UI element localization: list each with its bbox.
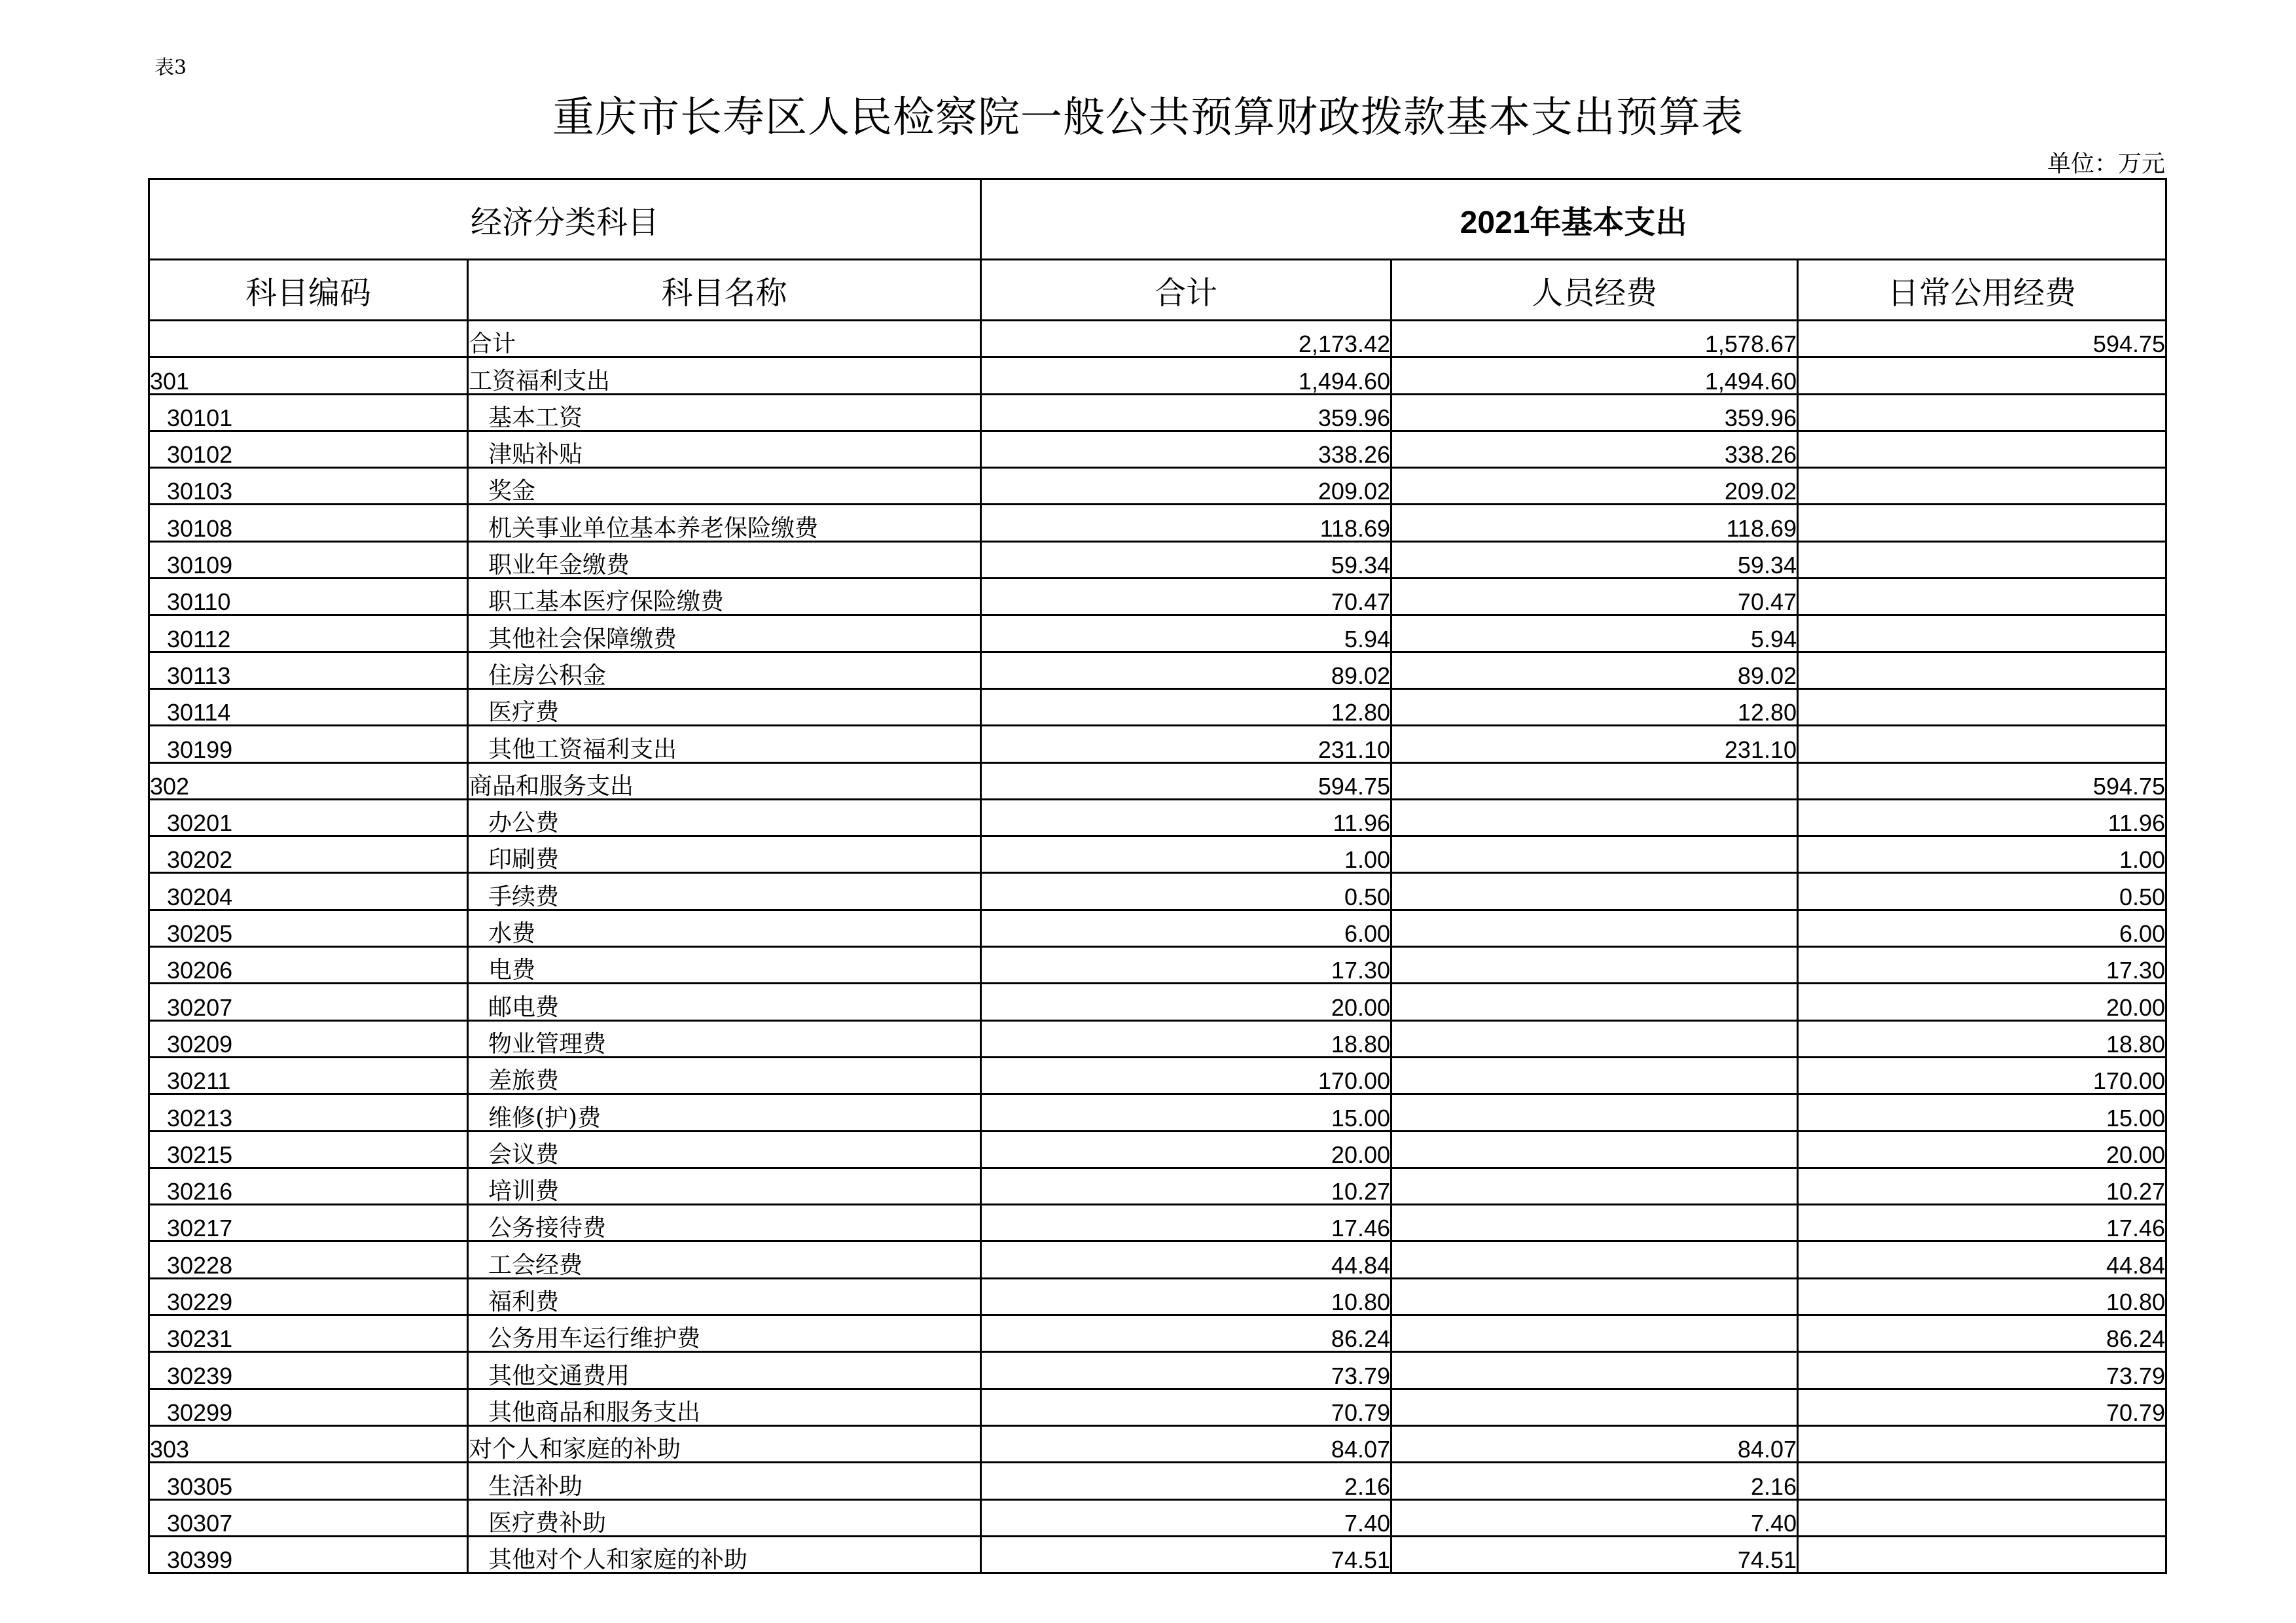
cell-name: 合计 [468,321,981,357]
cell-total: 20.00 [981,1131,1391,1168]
table-row [149,1463,2166,1499]
cell-total: 15.00 [981,1094,1391,1131]
table-row [149,762,2166,799]
table-row [149,799,2166,836]
table-body [149,321,2166,1573]
cell-public: 594.75 [1798,321,2166,357]
cell-code: 30215 [149,1131,468,1168]
cell-code: 302 [149,762,468,799]
cell-code: 30101 [149,394,468,431]
cell-personnel: 1,494.60 [1391,357,1798,394]
cell-name: 手续费 [468,873,981,910]
cell-name: 其他交通费用 [468,1352,981,1389]
cell-name: 培训费 [468,1168,981,1204]
cell-public: 44.84 [1798,1241,2166,1278]
cell-name: 基本工资 [468,394,981,431]
table-row [149,1094,2166,1131]
cell-name: 医疗费补助 [468,1499,981,1536]
cell-code: 30305 [149,1463,468,1499]
table-row [149,431,2166,467]
cell-total: 89.02 [981,652,1391,688]
cell-name: 机关事业单位基本养老保险缴费 [468,505,981,541]
cell-personnel [1391,910,1798,946]
cell-public: 20.00 [1798,1131,2166,1168]
cell-personnel [1391,1205,1798,1241]
cell-public [1798,1425,2166,1462]
cell-total: 74.51 [981,1536,1391,1573]
cell-name: 职业年金缴费 [468,541,981,578]
cell-name: 差旅费 [468,1057,981,1094]
table-row [149,541,2166,578]
cell-personnel [1391,799,1798,836]
cell-total: 5.94 [981,615,1391,652]
cell-code: 30207 [149,984,468,1020]
table-row [149,579,2166,615]
cell-code: 30399 [149,1536,468,1573]
table-row [149,357,2166,394]
cell-name: 奖金 [468,468,981,505]
table-row [149,1536,2166,1573]
cell-total: 1,494.60 [981,357,1391,394]
cell-total: 2.16 [981,1463,1391,1499]
table-row [149,1425,2166,1462]
table-row [149,873,2166,910]
cell-code: 30114 [149,688,468,725]
cell-total: 231.10 [981,726,1391,762]
cell-code: 303 [149,1425,468,1462]
cell-public: 594.75 [1798,762,2166,799]
table-row [149,1168,2166,1204]
cell-public: 11.96 [1798,799,2166,836]
cell-public: 18.80 [1798,1020,2166,1057]
cell-total: 170.00 [981,1057,1391,1094]
cell-name: 会议费 [468,1131,981,1168]
cell-personnel: 89.02 [1391,652,1798,688]
table-row [149,1389,2166,1425]
cell-public: 20.00 [1798,984,2166,1020]
cell-name: 工资福利支出 [468,357,981,394]
cell-total: 0.50 [981,873,1391,910]
cell-total: 18.80 [981,1020,1391,1057]
unit-label: 单位：万元 [2047,151,2165,177]
cell-personnel [1391,1094,1798,1131]
header-col-personnel: 人员经费 [1391,260,1798,321]
cell-name: 对个人和家庭的补助 [468,1425,981,1462]
cell-name: 电费 [468,947,981,984]
cell-name: 公务接待费 [468,1205,981,1241]
cell-public [1798,652,2166,688]
table-row [149,505,2166,541]
cell-public: 0.50 [1798,873,2166,910]
cell-total: 7.40 [981,1499,1391,1536]
cell-public: 15.00 [1798,1094,2166,1131]
cell-public [1798,579,2166,615]
table-header [149,179,2166,321]
cell-name: 商品和服务支出 [468,762,981,799]
cell-name: 津贴补贴 [468,431,981,467]
cell-total: 73.79 [981,1352,1391,1389]
cell-name: 邮电费 [468,984,981,1020]
cell-code: 30204 [149,873,468,910]
cell-total: 17.30 [981,947,1391,984]
cell-personnel: 359.96 [1391,394,1798,431]
cell-code: 30202 [149,836,468,873]
cell-personnel: 338.26 [1391,431,1798,467]
cell-code: 30110 [149,579,468,615]
cell-public [1798,357,2166,394]
cell-public [1798,615,2166,652]
cell-personnel [1391,1278,1798,1315]
cell-code [149,321,468,357]
cell-total: 338.26 [981,431,1391,467]
cell-code: 30205 [149,910,468,946]
table-row [149,984,2166,1020]
cell-name: 印刷费 [468,836,981,873]
budget-table [148,178,2167,1574]
table-row [149,1499,2166,1536]
cell-name: 工会经费 [468,1241,981,1278]
header-col-public: 日常公用经费 [1798,260,2166,321]
cell-code: 30112 [149,615,468,652]
cell-personnel: 12.80 [1391,688,1798,725]
cell-total: 10.80 [981,1278,1391,1315]
cell-code: 30211 [149,1057,468,1094]
cell-total: 12.80 [981,688,1391,725]
cell-name: 医疗费 [468,688,981,725]
cell-public: 170.00 [1798,1057,2166,1094]
cell-code: 30216 [149,1168,468,1204]
cell-personnel [1391,1315,1798,1352]
table-row [149,1315,2166,1352]
table-row [149,615,2166,652]
cell-total: 209.02 [981,468,1391,505]
header-col-name: 科目名称 [468,260,981,321]
cell-code: 30213 [149,1094,468,1131]
cell-personnel: 5.94 [1391,615,1798,652]
cell-personnel [1391,1389,1798,1425]
table-row [149,1020,2166,1057]
cell-code: 30199 [149,726,468,762]
cell-personnel [1391,1168,1798,1204]
cell-total: 594.75 [981,762,1391,799]
cell-code: 30113 [149,652,468,688]
cell-total: 359.96 [981,394,1391,431]
cell-name: 其他对个人和家庭的补助 [468,1536,981,1573]
table-row [149,1057,2166,1094]
cell-public: 17.46 [1798,1205,2166,1241]
cell-public: 6.00 [1798,910,2166,946]
cell-total: 1.00 [981,836,1391,873]
cell-public: 10.27 [1798,1168,2166,1204]
cell-personnel: 2.16 [1391,1463,1798,1499]
cell-personnel [1391,836,1798,873]
cell-code: 30229 [149,1278,468,1315]
cell-personnel: 84.07 [1391,1425,1798,1462]
cell-personnel: 209.02 [1391,468,1798,505]
cell-public [1798,394,2166,431]
cell-code: 30299 [149,1389,468,1425]
cell-code: 30239 [149,1352,468,1389]
cell-public [1798,541,2166,578]
table-row [149,1278,2166,1315]
cell-personnel [1391,762,1798,799]
header-economic-category: 经济分类科目 [149,179,981,260]
cell-total: 2,173.42 [981,321,1391,357]
cell-personnel: 231.10 [1391,726,1798,762]
table-row [149,1241,2166,1278]
cell-public [1798,1499,2166,1536]
cell-public: 86.24 [1798,1315,2166,1352]
cell-personnel [1391,873,1798,910]
cell-personnel: 7.40 [1391,1499,1798,1536]
cell-name: 生活补助 [468,1463,981,1499]
cell-name: 其他商品和服务支出 [468,1389,981,1425]
cell-public [1798,1463,2166,1499]
cell-total: 59.34 [981,541,1391,578]
header-col-total: 合计 [981,260,1391,321]
cell-public: 1.00 [1798,836,2166,873]
cell-personnel: 59.34 [1391,541,1798,578]
cell-personnel [1391,1020,1798,1057]
page-title: 重庆市长寿区人民检察院一般公共预算财政拨款基本支出预算表 [552,94,1744,142]
cell-public [1798,688,2166,725]
cell-personnel [1391,984,1798,1020]
cell-code: 30108 [149,505,468,541]
cell-total: 70.47 [981,579,1391,615]
cell-total: 11.96 [981,799,1391,836]
cell-public: 70.79 [1798,1389,2166,1425]
cell-total: 118.69 [981,505,1391,541]
table-row [149,468,2166,505]
cell-name: 水费 [468,910,981,946]
cell-code: 30102 [149,431,468,467]
table-row [149,1131,2166,1168]
cell-public [1798,505,2166,541]
cell-name: 职工基本医疗保险缴费 [468,579,981,615]
cell-public [1798,468,2166,505]
cell-total: 17.46 [981,1205,1391,1241]
cell-name: 福利费 [468,1278,981,1315]
cell-total: 84.07 [981,1425,1391,1462]
cell-public: 17.30 [1798,947,2166,984]
cell-name: 其他工资福利支出 [468,726,981,762]
cell-code: 301 [149,357,468,394]
cell-total: 86.24 [981,1315,1391,1352]
cell-public [1798,726,2166,762]
cell-total: 20.00 [981,984,1391,1020]
cell-name: 办公费 [468,799,981,836]
cell-code: 30217 [149,1205,468,1241]
table-row [149,1205,2166,1241]
cell-name: 住房公积金 [468,652,981,688]
cell-code: 30206 [149,947,468,984]
table-row [149,836,2166,873]
table-label: 表3 [154,56,187,79]
table-row [149,652,2166,688]
cell-personnel: 70.47 [1391,579,1798,615]
cell-public [1798,431,2166,467]
table-row [149,688,2166,725]
table-row [149,726,2166,762]
table-row [149,910,2166,946]
cell-total: 70.79 [981,1389,1391,1425]
cell-total: 10.27 [981,1168,1391,1204]
cell-personnel: 74.51 [1391,1536,1798,1573]
cell-personnel: 1,578.67 [1391,321,1798,357]
header-col-code: 科目编码 [149,260,468,321]
cell-code: 30231 [149,1315,468,1352]
header-basic-expenditure: 2021年基本支出 [981,179,2166,260]
cell-name: 维修(护)费 [468,1094,981,1131]
table-row [149,1352,2166,1389]
cell-personnel [1391,1241,1798,1278]
cell-code: 30228 [149,1241,468,1278]
cell-personnel [1391,1057,1798,1094]
cell-personnel [1391,1352,1798,1389]
cell-code: 30307 [149,1499,468,1536]
cell-total: 6.00 [981,910,1391,946]
cell-name: 物业管理费 [468,1020,981,1057]
cell-code: 30103 [149,468,468,505]
cell-code: 30109 [149,541,468,578]
cell-personnel [1391,947,1798,984]
cell-name: 公务用车运行维护费 [468,1315,981,1352]
table-row [149,947,2166,984]
cell-personnel: 118.69 [1391,505,1798,541]
cell-name: 其他社会保障缴费 [468,615,981,652]
cell-total: 44.84 [981,1241,1391,1278]
cell-code: 30209 [149,1020,468,1057]
cell-code: 30201 [149,799,468,836]
cell-public: 10.80 [1798,1278,2166,1315]
table-row [149,394,2166,431]
cell-personnel [1391,1131,1798,1168]
cell-public [1798,1536,2166,1573]
table-row [149,321,2166,357]
cell-public: 73.79 [1798,1352,2166,1389]
